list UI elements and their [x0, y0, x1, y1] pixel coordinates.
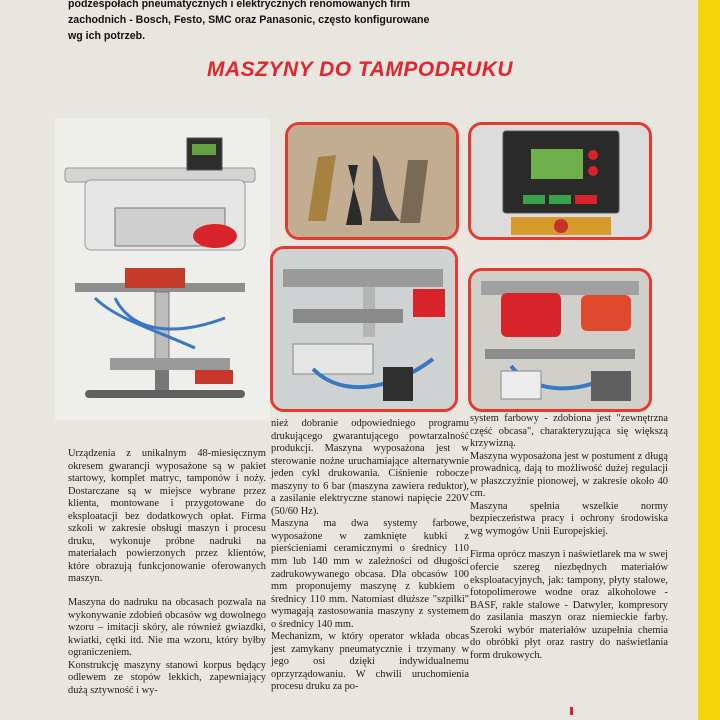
intro-line: podzespołach pneumatycznych i elektrycznych renomowanych firm	[68, 0, 411, 10]
paragraph: system farbowy - zdobiona jest "zewnętrzna część obcasa", charakteryzująca się większą krzywizną.	[470, 413, 668, 450]
text-column-3	[470, 413, 668, 662]
text-column-1	[68, 448, 266, 697]
intro-line: wg ich potrzeb.	[68, 30, 146, 42]
page-title: MASZYNY DO TAMPODRUKU	[206, 58, 514, 81]
page-marker	[570, 707, 573, 715]
ink-cup-detail-photo	[468, 268, 652, 412]
heels-photo	[285, 122, 459, 240]
paragraph: nież dobranie odpowiedniego programu drukującego gwarantującego powtarzalność produkcji. Maszyna wyposażona jest w sterowanie nożne uruchamiające alternatywnie jeden cykl drukowania. Ciśnienie robocze maszyny to 6 bar (maszyna zawiera reduktor), a zasilanie elektryczne stanowi napięcie 220V (50/60 Hz).	[271, 418, 469, 517]
control-panel-photo	[468, 122, 652, 240]
paragraph: Konstrukcję maszyny stanowi korpus będący odlewem ze stopów lekkich, zapewniający dużą sztywność i wy-	[68, 659, 266, 696]
intro-line: zachodnich - Bosch, Festo, SMC oraz Panasonic, często konfigurowane	[68, 14, 430, 26]
text-column-2	[271, 418, 469, 694]
yellow-page-edge	[694, 0, 720, 720]
paragraph: Maszyna do nadruku na obcasach pozwala na wykonywanie zdobień obcasów wg dowolnego wzoru – imitacji skóry, ale również gwiazdki, kwiatki, cętki itd. Nie ma wzoru, który byłby ograniczeniem.	[68, 597, 266, 659]
paragraph: Maszyna wyposażona jest w postument z długą prowadnicą, dają to możliwość dużej regulacji w płaszczyźnie pionowej, w zakresie około 40 cm.	[470, 450, 668, 500]
pad-printer-detail-photo	[270, 246, 458, 412]
paragraph: Mechanizm, w który operator wkłada obcas jest zamykany pneumatycznie i trzymany w jego osi dzięki indywidualnemu oprzyrządowaniu. W chwili uruchomienia procesu druku za po-	[271, 631, 469, 693]
paragraph: Firma oprócz maszyn i naświetlarek ma w swej ofercie szereg niezbędnych materiałów eksploatacyjnych, jak: tampony, płyty stalowe, fotopolimerowe wodne oraz alkoholowe - BASF, rakle stalowe - Datwyler, kompresory do zasilania maszyn oraz niemieckie farby. Szeroki wybór materiałów uzupełnia chemia do obróbki płyt oraz rastry do naświetlania form drukowych.	[470, 549, 668, 661]
machine-photo	[55, 118, 270, 420]
paragraph: Maszyna ma dwa systemy farbowe, wyposażone w zamknięte kubki z pierścieniami ceramicznymi o średnicy 110 mm lub 140 mm w zależności od długości zadrukowywanego obcasa. Dla obcasów 100 mm proponujemy maszynę z kubkiem o średnicy 110 mm. Natomiast dłuższe "szpilki" wymagają zastosowania maszyny z systemem o średnicy 140 mm.	[271, 518, 469, 630]
paragraph: Urządzenia z unikalnym 48-miesięcznym okresem gwarancji wyposażone są w pakiet startowy, komplet matryc, tamponów i noży. Dostarczane są w miejsce wybrane przez klienta, montowane i przygotowane do eksploatacji bez dodatkowych opłat. Firma szkoli w zakresie obsługi maszyn i procesu druku, wykonuje próbne nadruki na materiałach powierzonych przez klientów, które obrazują funkcjonowanie oferowanych maszyn.	[68, 448, 266, 585]
intro-text	[68, 0, 458, 44]
paragraph: Maszyna spełnia wszelkie normy bezpieczeństwa pracy i ochrony środowiska wg wymogów Unii Europejskiej.	[470, 500, 668, 537]
